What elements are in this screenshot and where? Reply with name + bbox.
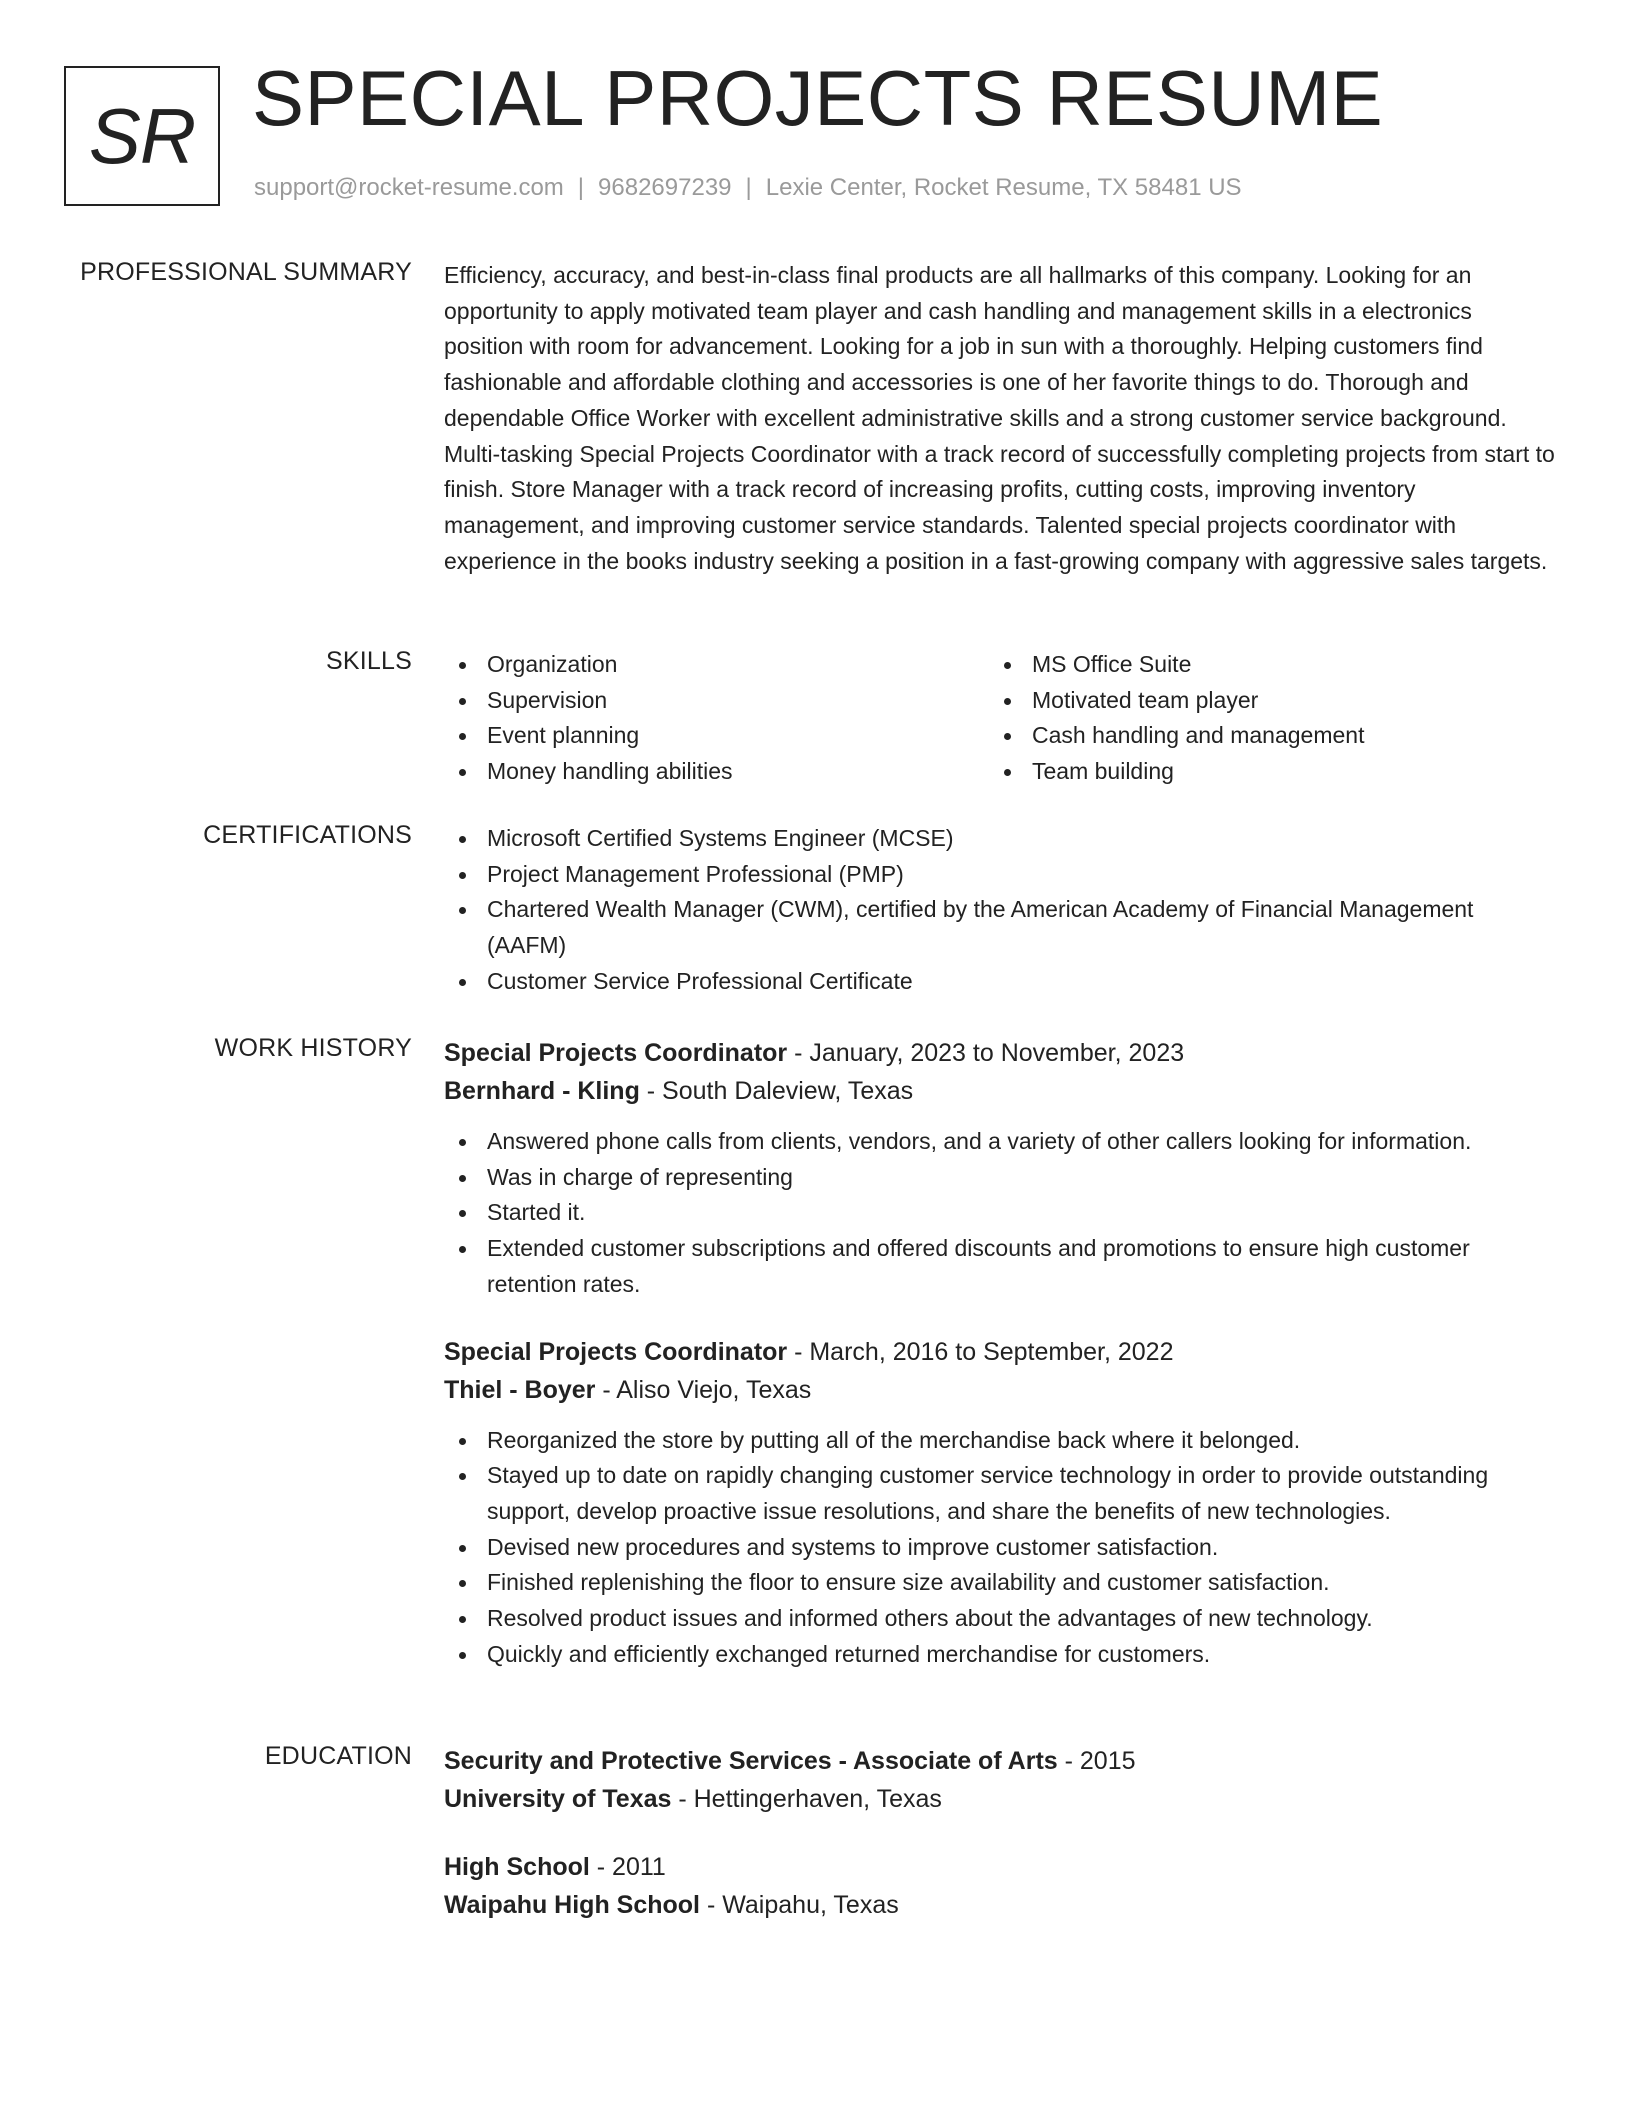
skill-item: Event planning xyxy=(444,718,989,754)
job-entry xyxy=(444,1034,1556,1303)
education-location: - Hettingerhaven, Texas xyxy=(671,1785,942,1813)
skill-item: Organization xyxy=(444,647,989,683)
job-location: - South Daleview, Texas xyxy=(639,1077,914,1105)
contact-separator: | xyxy=(577,174,585,201)
education-location: - Waipahu, Texas xyxy=(700,1891,899,1919)
skill-item: Supervision xyxy=(444,683,989,719)
job-bullet: Quickly and efficiently exchanged returned merchandise for customers. xyxy=(444,1637,1556,1673)
job-bullet: Reorganized the store by putting all of the merchandise back where it belonged. xyxy=(444,1423,1556,1459)
contact-line xyxy=(254,174,1242,202)
contact-separator: | xyxy=(745,174,752,201)
skill-item: MS Office Suite xyxy=(989,647,1534,683)
monogram-logo: SR xyxy=(64,66,220,206)
education-entry xyxy=(444,1742,1556,1818)
education-degree: High School xyxy=(444,1853,590,1881)
section-label-education: EDUCATION xyxy=(264,1742,412,1770)
skill-item: Money handling abilities xyxy=(444,754,989,790)
certification-item: Customer Service Professional Certificate xyxy=(444,964,1556,1000)
job-bullets xyxy=(444,1124,1556,1303)
job-title-line xyxy=(444,1333,1556,1371)
contact-email: support@rocket-resume.com xyxy=(254,174,564,201)
job-dates: - March, 2016 to September, 2022 xyxy=(787,1337,1174,1366)
education-degree: Security and Protective Services - Associate of Arts xyxy=(444,1747,1058,1775)
job-bullet: Finished replenishing the floor to ensure size availability and customer satisfaction. xyxy=(444,1565,1556,1601)
education-school-line xyxy=(444,1780,1556,1818)
certifications-list xyxy=(444,821,1556,1000)
job-bullet: Started it. xyxy=(444,1195,1556,1231)
section-label-work-history: WORK HISTORY xyxy=(214,1034,412,1062)
skill-item: Motivated team player xyxy=(989,683,1534,719)
certification-item: Microsoft Certified Systems Engineer (MCSE) xyxy=(444,821,1556,857)
skills-list-right xyxy=(989,647,1534,790)
education-content xyxy=(444,1742,1556,1954)
certification-item: Chartered Wealth Manager (CWM), certified by the American Academy of Financial Management (AAFM) xyxy=(444,892,1556,963)
job-bullet: Answered phone calls from clients, vendors, and a variety of other callers looking for information. xyxy=(444,1124,1556,1160)
skills-content xyxy=(444,647,1556,790)
summary-text: Efficiency, accuracy, and best-in-class final products are all hallmarks of this company. Looking for an opportunity to apply motivated team player and cash handling and management skills in a electronics position with room for advancement. Looking for a job in sun with a thoroughly. Helping customers find fashionable and affordable clothing and accessories is one of her favorite things to do. Thorough and dependable Office Worker with excellent administrative skills and a strong customer service background. Multi-tasking Special Projects Coordinator with a track record of successfully completing projects from start to finish. Store Manager with a track record of increasing profits, cutting costs, improving inventory management, and improving customer service standards. Talented special projects coordinator with experience in the books industry seeking a position in a fast-growing company with aggressive sales targets. xyxy=(444,262,1555,574)
job-bullet: Resolved product issues and informed others about the advantages of new technology. xyxy=(444,1601,1556,1637)
job-bullet: Stayed up to date on rapidly changing customer service technology in order to provide outstanding support, develop proactive issue resolutions, and share the benefits of new technologies. xyxy=(444,1458,1556,1529)
job-location: - Aliso Viejo, Texas xyxy=(595,1375,812,1404)
resume-title: SPECIAL PROJECTS RESUME xyxy=(252,54,1384,142)
section-label-summary: PROFESSIONAL SUMMARY xyxy=(80,258,412,286)
job-company: Thiel - Boyer xyxy=(444,1375,596,1404)
skill-item: Cash handling and management xyxy=(989,718,1534,754)
contact-phone: 9682697239 xyxy=(598,174,732,201)
job-title: Special Projects Coordinator xyxy=(444,1337,788,1366)
job-bullet: Was in charge of representing xyxy=(444,1160,1556,1196)
education-school: University of Texas xyxy=(444,1785,672,1813)
contact-address: Lexie Center, Rocket Resume, TX 58481 US xyxy=(765,174,1242,201)
education-school: Waipahu High School xyxy=(444,1891,701,1919)
job-title: Special Projects Coordinator xyxy=(444,1039,788,1067)
job-company-line xyxy=(444,1072,1556,1110)
job-dates: - January, 2023 to November, 2023 xyxy=(787,1039,1185,1067)
job-entry xyxy=(444,1333,1556,1673)
education-degree-line xyxy=(444,1848,1556,1886)
education-year: - 2011 xyxy=(589,1853,666,1881)
education-degree-line xyxy=(444,1742,1556,1780)
certification-item: Project Management Professional (PMP) xyxy=(444,857,1556,893)
job-bullet: Extended customer subscriptions and offered discounts and promotions to ensure high customer retention rates. xyxy=(444,1231,1556,1302)
skills-list-left xyxy=(444,647,989,790)
section-label-skills: SKILLS xyxy=(326,647,412,675)
job-company-line xyxy=(444,1371,1556,1409)
job-title-line xyxy=(444,1034,1556,1072)
skill-item: Team building xyxy=(989,754,1534,790)
education-entry xyxy=(444,1848,1556,1924)
work-history-content xyxy=(444,1034,1556,1702)
section-label-certifications: CERTIFICATIONS xyxy=(203,821,412,849)
education-year: - 2015 xyxy=(1057,1747,1136,1775)
job-company: Bernhard - Kling xyxy=(444,1077,640,1105)
certifications-content xyxy=(444,821,1556,1000)
education-school-line xyxy=(444,1886,1556,1924)
job-bullet: Devised new procedures and systems to improve customer satisfaction. xyxy=(444,1530,1556,1566)
summary-content xyxy=(444,258,1556,579)
job-bullets xyxy=(444,1423,1556,1673)
